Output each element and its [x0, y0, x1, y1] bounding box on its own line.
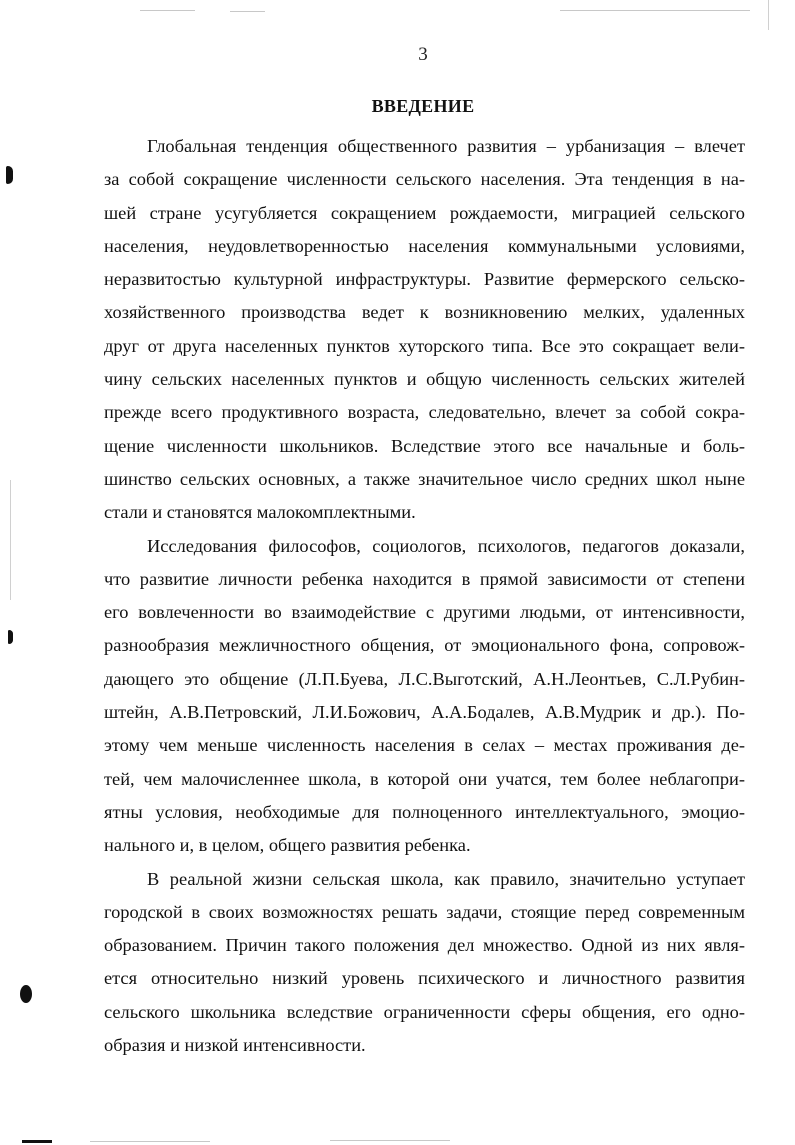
paragraph — [104, 530, 745, 863]
text-line: сельского школьника вследствие ограниченности сферы общения, его одно- — [104, 1001, 745, 1022]
text-line: щение численности школьников. Вследствие этого все начальные и боль- — [104, 435, 745, 456]
text-line: образованием. Причин такого положения дел множество. Одной из них явля- — [104, 935, 745, 956]
scan-rule-top — [560, 10, 750, 11]
text-line: городской в своих возможностях решать задачи, стоящие перед современным — [104, 901, 745, 922]
scan-rule-bottom — [330, 1140, 450, 1141]
scan-mark-bottom — [22, 1140, 52, 1143]
text-line: что развитие личности ребенка находится в прямой зависимости от степени — [104, 568, 745, 589]
text-line: друг от друга населенных пунктов хуторского типа. Все это сокращает вели- — [104, 335, 745, 356]
binding-hole-mark — [20, 985, 32, 1003]
text-line: чину сельских населенных пунктов и общую численность сельских жителей — [104, 369, 745, 390]
text-line: неразвитостью культурной инфраструктуры. Развитие фермерского сельско- — [104, 269, 745, 290]
paragraph — [104, 130, 745, 530]
binding-hole-mark — [8, 630, 13, 644]
text-line: образия и низкой интенсивности. — [104, 1035, 366, 1056]
text-line: за собой сокращение численности сельского населения. Эта тенденция в на- — [104, 169, 745, 190]
text-line: этому чем меньше численность населения в селах – местах проживания де- — [104, 735, 745, 756]
text-line: нального и, в целом, общего развития ребенка. — [104, 835, 471, 856]
text-line: дающего это общение (Л.П.Буева, Л.С.Выготский, А.Н.Леонтьев, С.Л.Рубин- — [104, 668, 745, 689]
text-line: ется относительно низкий уровень психического и личностного развития — [104, 968, 745, 989]
text-line: шинство сельских основных, а также значительное число средних школ ныне — [104, 468, 745, 489]
scan-rule-top — [140, 10, 195, 11]
text-line: шей стране усугубляется сокращением рождаемости, миграцией сельского — [104, 202, 745, 223]
text-line: Исследования философов, социологов, психологов, педагогов доказали, — [147, 535, 745, 556]
scan-rule-bottom — [90, 1141, 210, 1142]
text-line: Глобальная тенденция общественного развития – урбанизация – влечет — [147, 136, 745, 156]
binding-hole-mark — [6, 166, 13, 184]
body-text — [104, 130, 745, 1062]
text-line: хозяйственного производства ведет к возникновению мелких, удаленных — [104, 302, 745, 323]
text-line: ятны условия, необходимые для полноценного интеллектуального, эмоцио- — [104, 801, 745, 822]
text-line: В реальной жизни сельская школа, как правило, значительно уступает — [147, 868, 745, 889]
scan-edge-line — [768, 0, 769, 30]
text-line: разнообразия межличностного общения, от эмоционального фона, сопровож- — [104, 635, 745, 656]
section-heading: ВВЕДЕНИЕ — [371, 96, 475, 116]
scan-edge-line — [10, 480, 11, 600]
text-line: штейн, А.В.Петровский, Л.И.Божович, А.А.Бодалев, А.В.Мудрик и др.). По- — [104, 702, 745, 723]
scan-rule-top — [230, 11, 265, 12]
text-line: тей, чем малочисленнее школа, в которой они учатся, тем более неблагопри- — [104, 768, 745, 789]
page-number: 3 — [418, 44, 428, 65]
text-line: стали и становятся малокомплектными. — [104, 502, 416, 523]
text-line: прежде всего продуктивного возраста, следовательно, влечет за собой сокра- — [104, 402, 745, 423]
text-line: его вовлеченности во взаимодействие с другими людьми, от интенсивности, — [104, 602, 745, 623]
paragraph — [104, 863, 745, 1063]
text-line: населения, неудовлетворенностью населения коммунальными условиями, — [104, 235, 745, 256]
